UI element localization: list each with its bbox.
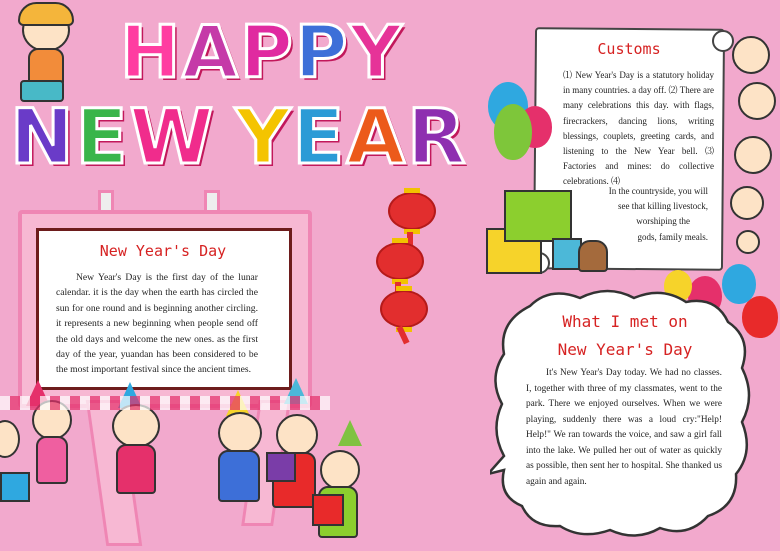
- kid-head: [276, 414, 318, 456]
- what-i-met-heading-2: New Year's Day: [557, 340, 693, 359]
- balloon-icon: [494, 104, 532, 160]
- customs-tail-line: gods, family meals.: [637, 231, 708, 242]
- title-letter: P: [240, 10, 295, 94]
- kid-shirt: [218, 450, 260, 502]
- title-line-happy: [120, 10, 404, 94]
- kid-head: [112, 404, 160, 448]
- customs-tail-line: see that killing livestock,: [618, 201, 708, 212]
- party-hat-icon: [338, 420, 362, 446]
- peeking-kid-icon: [730, 186, 764, 220]
- kid-head: [320, 450, 360, 490]
- gift-box-icon: [0, 472, 30, 502]
- title-line-new-year: [10, 92, 468, 181]
- title-letter: P: [294, 10, 350, 94]
- kid-head: [0, 420, 20, 458]
- gift-box-icon: [504, 190, 572, 242]
- customs-text: ⑴ New Year's Day is a statutory holiday in many countries. a day off. ⑵ There are many celebrations this day. with flags, firecrackers, dancing lions, writing blessings, couplets, greeting cards, and listening to the New Year bell. ⑶ Factories and mines: do collective celebrations. ⑷: [563, 70, 714, 187]
- lantern-icon: [388, 192, 436, 230]
- kid-head: [218, 412, 262, 454]
- title-letter: E: [292, 92, 347, 181]
- peeking-kid-icon: [738, 82, 776, 120]
- gift-box-icon: [266, 452, 296, 482]
- customs-tail-line: In the countryside, you will: [608, 186, 708, 196]
- kid-shirt: [116, 444, 156, 494]
- title-letter: A: [346, 92, 408, 181]
- peeking-kid-icon: [736, 230, 760, 254]
- gift-box-icon: [312, 494, 344, 526]
- lantern-icon: [376, 242, 424, 280]
- title-letter: E: [75, 92, 130, 181]
- customs-tail-line: worshiping the: [636, 216, 690, 227]
- peeking-kid-icon: [732, 36, 770, 74]
- title-letter: W: [129, 92, 216, 181]
- lantern-icon: [380, 290, 428, 328]
- kid-shirt: [36, 436, 68, 484]
- customs-heading: Customs: [597, 40, 661, 58]
- floor-stripe: [0, 396, 330, 410]
- title-letter: H: [120, 10, 183, 94]
- what-i-met-heading-1: What I met on: [562, 312, 688, 331]
- peeking-kid-icon: [734, 136, 772, 174]
- title-letter: A: [182, 10, 240, 94]
- new-years-day-heading: New Year's Day: [99, 242, 227, 260]
- title-letter: N: [10, 92, 76, 181]
- new-years-day-text: New Year's Day is the first day of the lunar calendar. it is the day when the earth has circled the sun for one round and is beginning another circling. it represents a new beginning when people send off the old days and welcome the new ones. as the first day of the year, yuandan has been considered to be the most important festival since the ancient times.: [56, 272, 258, 376]
- title-letter: R: [407, 92, 468, 181]
- cupcake-icon: [578, 240, 608, 272]
- kid-hair: [18, 2, 74, 26]
- title-letter: Y: [235, 92, 293, 181]
- title-letter: Y: [349, 10, 404, 94]
- customs-tail: [568, 184, 708, 245]
- what-i-met-text: It's New Year's Day today. We had no classes. I, together with three of my classmates, went to the park. There we enjoyed ourselves. When we were playing, suddenly there was a loud cry:"Help! Help!" We ran towards the voice, and saw a girl fall into the lake. We pulled her out of water as quickly as possible, then sent her to hospital. She thanked us again and again.: [526, 368, 722, 487]
- title-letter: [215, 92, 235, 181]
